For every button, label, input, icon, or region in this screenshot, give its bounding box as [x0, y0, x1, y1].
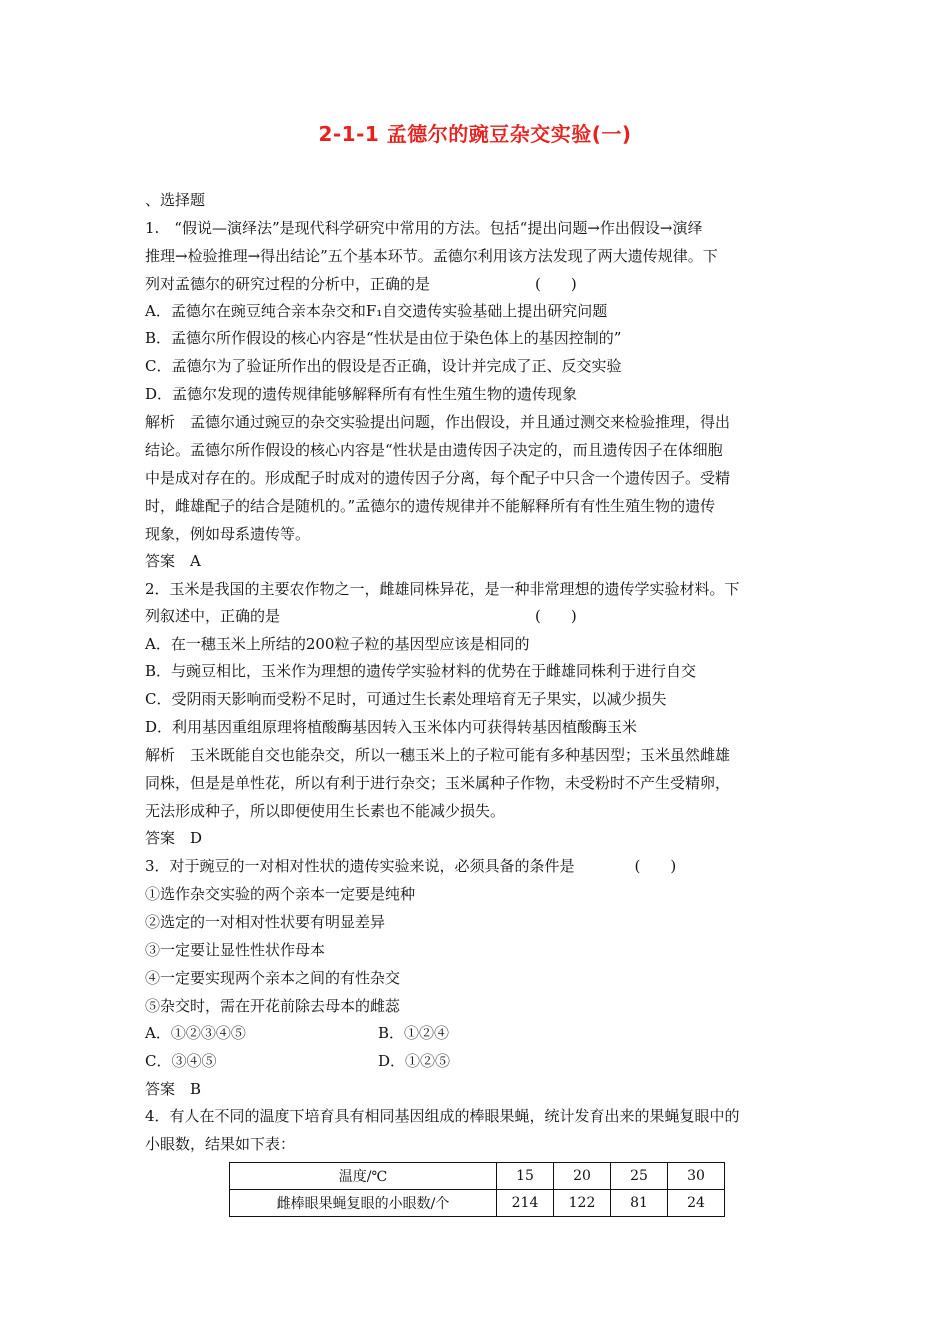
text-line: 4．有人在不同的温度下培育具有相同基因组成的棒眼果蝇，统计发育出来的果蝇复眼中的	[145, 1107, 740, 1125]
statement-line: ④一定要实现两个亲本之间的有性杂交	[145, 969, 401, 987]
option-line: D．利用基因重组原理将植酸酶基因转入玉米体内可获得转基因植酸酶玉米	[145, 718, 638, 736]
page-title: 2-1-1 孟德尔的豌豆杂交实验(一)	[318, 122, 632, 146]
option-line: A．孟德尔在豌豆纯合亲本杂交和F₁自交遗传实验基础上提出研究问题	[145, 302, 608, 320]
text-line: 3．对于豌豆的一对相对性状的遗传实验来说，必须具备的条件是 ( )	[145, 857, 677, 875]
table-header-row	[230, 1163, 725, 1190]
table-cell: 温度/℃	[230, 1163, 497, 1190]
section-heading: 、选择题	[145, 191, 206, 209]
data-table	[229, 1162, 725, 1217]
statement-line: ②选定的一对相对性状要有明显差异	[145, 913, 386, 931]
text-line: 列叙述中，正确的是 ( )	[145, 607, 577, 625]
table-cell: 30	[668, 1163, 725, 1190]
analysis-line: 同株，但是是单性花，所以有利于进行杂交；玉米属种子作物，未受粉时不产生受精卵，	[145, 774, 731, 792]
text-line: 2．玉米是我国的主要农作物之一，雌雄同株异花，是一种非常理想的遗传学实验材料。下	[145, 580, 740, 598]
option-line: A．在一穗玉米上所结的200粒子粒的基因型应该是相同的	[145, 635, 530, 653]
option-line: D．孟德尔发现的遗传规律能够解释所有有性生殖生物的遗传现象	[145, 385, 578, 403]
option-line: C．受阴雨天影响而受粉不足时，可通过生长素处理培育无子果实，以减少损失	[145, 690, 667, 708]
option-line: C．孟德尔为了验证所作出的假设是否正确，设计并完成了正、反交实验	[145, 357, 622, 375]
statement-line: ⑤杂交时，需在开花前除去母本的雌蕊	[145, 997, 401, 1015]
analysis-line: 无法形成种子，所以即便使用生长素也不能减少损失。	[145, 802, 506, 820]
analysis-line: 解析 玉米既能自交也能杂交，所以一穗玉米上的子粒可能有多种基因型；玉米虽然雌雄	[145, 746, 731, 764]
analysis-line: 中是成对存在的。形成配子时成对的遗传因子分离，每个配子中只含一个遗传因子。受精	[145, 469, 731, 487]
table-cell: 20	[554, 1163, 611, 1190]
option-c: C．③④⑤	[145, 1052, 217, 1070]
option-line: B．与豌豆相比，玉米作为理想的遗传学实验材料的优势在于雌雄同株利于进行自交	[145, 662, 697, 680]
analysis-line: 时，雌雄配子的结合是随机的。”孟德尔的遗传规律并不能解释所有有性生殖生物的遗传	[145, 497, 716, 515]
answer-line: 答案 B	[145, 1080, 202, 1098]
analysis-line: 解析 孟德尔通过豌豆的杂交实验提出问题，作出假设，并且通过测交来检验推理，得出	[145, 413, 731, 431]
option-d: D．①②⑤	[378, 1052, 451, 1070]
statement-line: ③一定要让显性性状作母本	[145, 941, 326, 959]
option-line: B．孟德尔所作假设的核心内容是“性状是由位于染色体上的基因控制的”	[145, 329, 622, 347]
answer-line: 答案 D	[145, 829, 203, 847]
option-a: A．①②③④⑤	[145, 1024, 246, 1042]
option-b: B．①②④	[378, 1024, 450, 1042]
analysis-line: 结论。孟德尔所作假设的核心内容是“性状是由遗传因子决定的，而且遗传因子在体细胞	[145, 441, 723, 459]
table-cell: 214	[497, 1190, 554, 1217]
text-line: 小眼数，结果如下表：	[145, 1135, 296, 1153]
table-cell: 15	[497, 1163, 554, 1190]
table-cell: 雌棒眼果蝇复眼的小眼数/个	[230, 1190, 497, 1217]
text-line: 推理→检验推理→得出结论”五个基本环节。孟德尔利用该方法发现了两大遗传规律。下	[145, 247, 718, 265]
analysis-line: 现象，例如母系遗传等。	[145, 525, 311, 543]
text-line: 列对孟德尔的研究过程的分析中，正确的是 ( )	[145, 275, 577, 293]
answer-line: 答案 A	[145, 552, 201, 570]
table-cell: 81	[611, 1190, 668, 1217]
table-cell: 122	[554, 1190, 611, 1217]
text-line: 1. “假说—演绎法”是现代科学研究中常用的方法。包括“提出问题→作出假设→演绎	[145, 219, 703, 237]
table-row	[230, 1190, 725, 1217]
statement-line: ①选作杂交实验的两个亲本一定要是纯种	[145, 885, 416, 903]
table-cell: 24	[668, 1190, 725, 1217]
table-cell: 25	[611, 1163, 668, 1190]
